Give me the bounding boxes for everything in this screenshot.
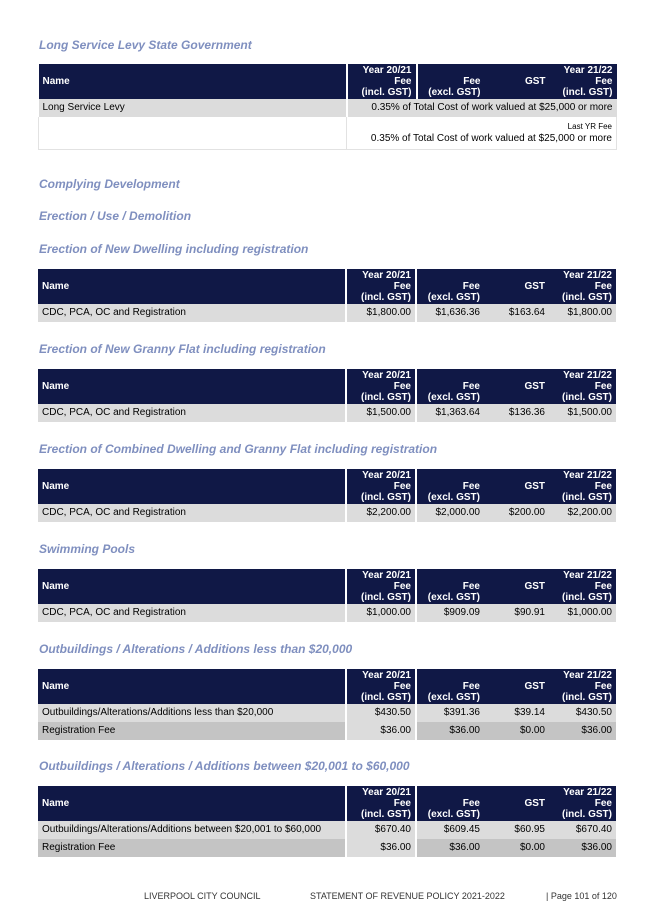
row-excl-fee: $36.00 — [416, 839, 484, 857]
col-header-name: Name — [38, 269, 346, 304]
col-header-incl-fee: Year 21/22 Fee (incl. GST) — [549, 469, 616, 504]
row-gst: $136.36 — [484, 404, 549, 422]
col-header-name: Name — [38, 369, 346, 404]
row-gst: $39.14 — [484, 704, 549, 722]
row-name: CDC, PCA, OC and Registration — [38, 304, 346, 322]
section-heading: Outbuildings / Alterations / Additions less than $20,000 — [39, 642, 353, 656]
col-header-incl-fee: Year 21/22 Fee (incl. GST) — [549, 369, 616, 404]
row-gst: $200.00 — [484, 504, 549, 522]
row-incl-fee: $670.40 — [549, 821, 616, 839]
row-prev-fee: $36.00 — [346, 839, 416, 857]
row-prev-fee: $670.40 — [346, 821, 416, 839]
row-incl-fee: $1,800.00 — [549, 304, 616, 322]
row-prev-fee: $1,800.00 — [346, 304, 416, 322]
table-row — [38, 821, 616, 839]
col-header-excl-fee: Fee (excl. GST) — [416, 369, 484, 404]
col-header-excl-fee: Fee (excl. GST) — [416, 269, 484, 304]
row-name: Long Service Levy — [39, 99, 347, 117]
fee-table — [38, 569, 617, 622]
col-header-incl-fee: Year 21/22 Fee (incl. GST) — [549, 269, 616, 304]
row-name: Outbuildings/Alterations/Additions between $20,001 to $60,000 — [38, 821, 346, 839]
row-excl-fee: $36.00 — [416, 722, 484, 740]
col-header-incl-fee: Year 21/22 Fee (incl. GST) — [550, 64, 617, 99]
footer-council: LIVERPOOL CITY COUNCIL — [144, 891, 261, 901]
col-header-prev-fee: Year 20/21 Fee (incl. GST) — [346, 469, 416, 504]
levy-table — [38, 64, 617, 150]
row-excl-fee: $2,000.00 — [416, 504, 484, 522]
row-excl-fee: $1,636.36 — [416, 304, 484, 322]
table-row — [39, 99, 617, 117]
section-heading: Outbuildings / Alterations / Additions between $20,001 to $60,000 — [39, 759, 410, 773]
col-header-incl-fee: Year 21/22 Fee (incl. GST) — [549, 786, 616, 821]
row-gst: $90.91 — [484, 604, 549, 622]
col-header-name: Name — [38, 669, 346, 704]
fee-table — [38, 469, 617, 522]
col-header-name: Name — [38, 786, 346, 821]
row-value: 0.35% of Total Cost of work valued at $25,000 or more — [347, 99, 617, 117]
fee-table — [38, 269, 617, 322]
footer-page-number: | Page 101 of 120 — [546, 891, 617, 901]
row-incl-fee: $2,200.00 — [549, 504, 616, 522]
col-header-gst: GST — [484, 269, 549, 304]
col-header-gst: GST — [484, 469, 549, 504]
col-header-prev-fee: Year 20/21 Fee (incl. GST) — [346, 669, 416, 704]
row-gst: $0.00 — [484, 722, 549, 740]
levy-heading: Long Service Levy State Government — [39, 38, 252, 52]
row-incl-fee: $430.50 — [549, 704, 616, 722]
section-heading: Erection of Combined Dwelling and Granny Flat including registration — [39, 442, 438, 456]
row-incl-fee: $36.00 — [549, 839, 616, 857]
complying-heading: Complying Development — [39, 177, 180, 191]
row-gst: $0.00 — [484, 839, 549, 857]
fee-table — [38, 369, 617, 422]
row-prev-fee: $430.50 — [346, 704, 416, 722]
row-name: Registration Fee — [38, 722, 346, 740]
row-excl-fee: $909.09 — [416, 604, 484, 622]
row-prev-fee: $1,500.00 — [346, 404, 416, 422]
row-prev-fee: $1,000.00 — [346, 604, 416, 622]
table-row — [38, 604, 616, 622]
section-heading: Erection of New Granny Flat including registration — [39, 342, 326, 356]
col-header-gst: GST — [484, 669, 549, 704]
row-excl-fee: $1,363.64 — [416, 404, 484, 422]
table-row — [38, 722, 616, 740]
col-header-prev-fee: Year 20/21 Fee (incl. GST) — [346, 786, 416, 821]
col-header-prev-fee: Year 20/21 Fee (incl. GST) — [346, 369, 416, 404]
last-year-value: 0.35% of Total Cost of work valued at $25,000 or more — [370, 133, 612, 144]
row-name: Registration Fee — [38, 839, 346, 857]
row-name: CDC, PCA, OC and Registration — [38, 604, 346, 622]
footer-statement: STATEMENT OF REVENUE POLICY 2021-2022 — [310, 891, 505, 901]
row-excl-fee: $391.36 — [416, 704, 484, 722]
col-header-incl-fee: Year 21/22 Fee (incl. GST) — [549, 569, 616, 604]
fee-table — [38, 669, 617, 740]
col-header-prev-fee: Year 20/21 Fee (incl. GST) — [347, 64, 417, 99]
section-heading: Erection of New Dwelling including registration — [39, 242, 309, 256]
row-incl-fee: $1,000.00 — [549, 604, 616, 622]
section-heading: Swimming Pools — [39, 542, 136, 556]
row-name: Outbuildings/Alterations/Additions less than $20,000 — [38, 704, 346, 722]
col-header-prev-fee: Year 20/21 Fee (incl. GST) — [346, 269, 416, 304]
row-prev-fee: $2,200.00 — [346, 504, 416, 522]
table-row — [38, 704, 616, 722]
table-row — [38, 839, 616, 857]
table-row — [38, 304, 616, 322]
row-name: CDC, PCA, OC and Registration — [38, 404, 346, 422]
row-excl-fee: $609.45 — [416, 821, 484, 839]
col-header-excl-fee: Fee (excl. GST) — [417, 64, 485, 99]
col-header-name: Name — [38, 569, 346, 604]
row-incl-fee: $1,500.00 — [549, 404, 616, 422]
col-header-gst: GST — [484, 369, 549, 404]
col-header-excl-fee: Fee (excl. GST) — [416, 669, 484, 704]
last-year-label: Last YR Fee — [567, 122, 612, 131]
col-header-name: Name — [39, 64, 347, 99]
col-header-gst: GST — [484, 786, 549, 821]
fee-table — [38, 786, 617, 857]
row-gst: $60.95 — [484, 821, 549, 839]
erection-heading: Erection / Use / Demolition — [39, 209, 192, 223]
row-prev-fee: $36.00 — [346, 722, 416, 740]
table-row — [38, 404, 616, 422]
row-name: CDC, PCA, OC and Registration — [38, 504, 346, 522]
col-header-excl-fee: Fee (excl. GST) — [416, 569, 484, 604]
col-header-gst: GST — [484, 569, 549, 604]
col-header-gst: GST — [485, 64, 550, 99]
col-header-excl-fee: Fee (excl. GST) — [416, 469, 484, 504]
col-header-prev-fee: Year 20/21 Fee (incl. GST) — [346, 569, 416, 604]
col-header-incl-fee: Year 21/22 Fee (incl. GST) — [549, 669, 616, 704]
table-row — [38, 504, 616, 522]
table-row — [39, 117, 617, 150]
col-header-name: Name — [38, 469, 346, 504]
last-year-fee — [347, 117, 617, 150]
col-header-excl-fee: Fee (excl. GST) — [416, 786, 484, 821]
row-incl-fee: $36.00 — [549, 722, 616, 740]
row-gst: $163.64 — [484, 304, 549, 322]
